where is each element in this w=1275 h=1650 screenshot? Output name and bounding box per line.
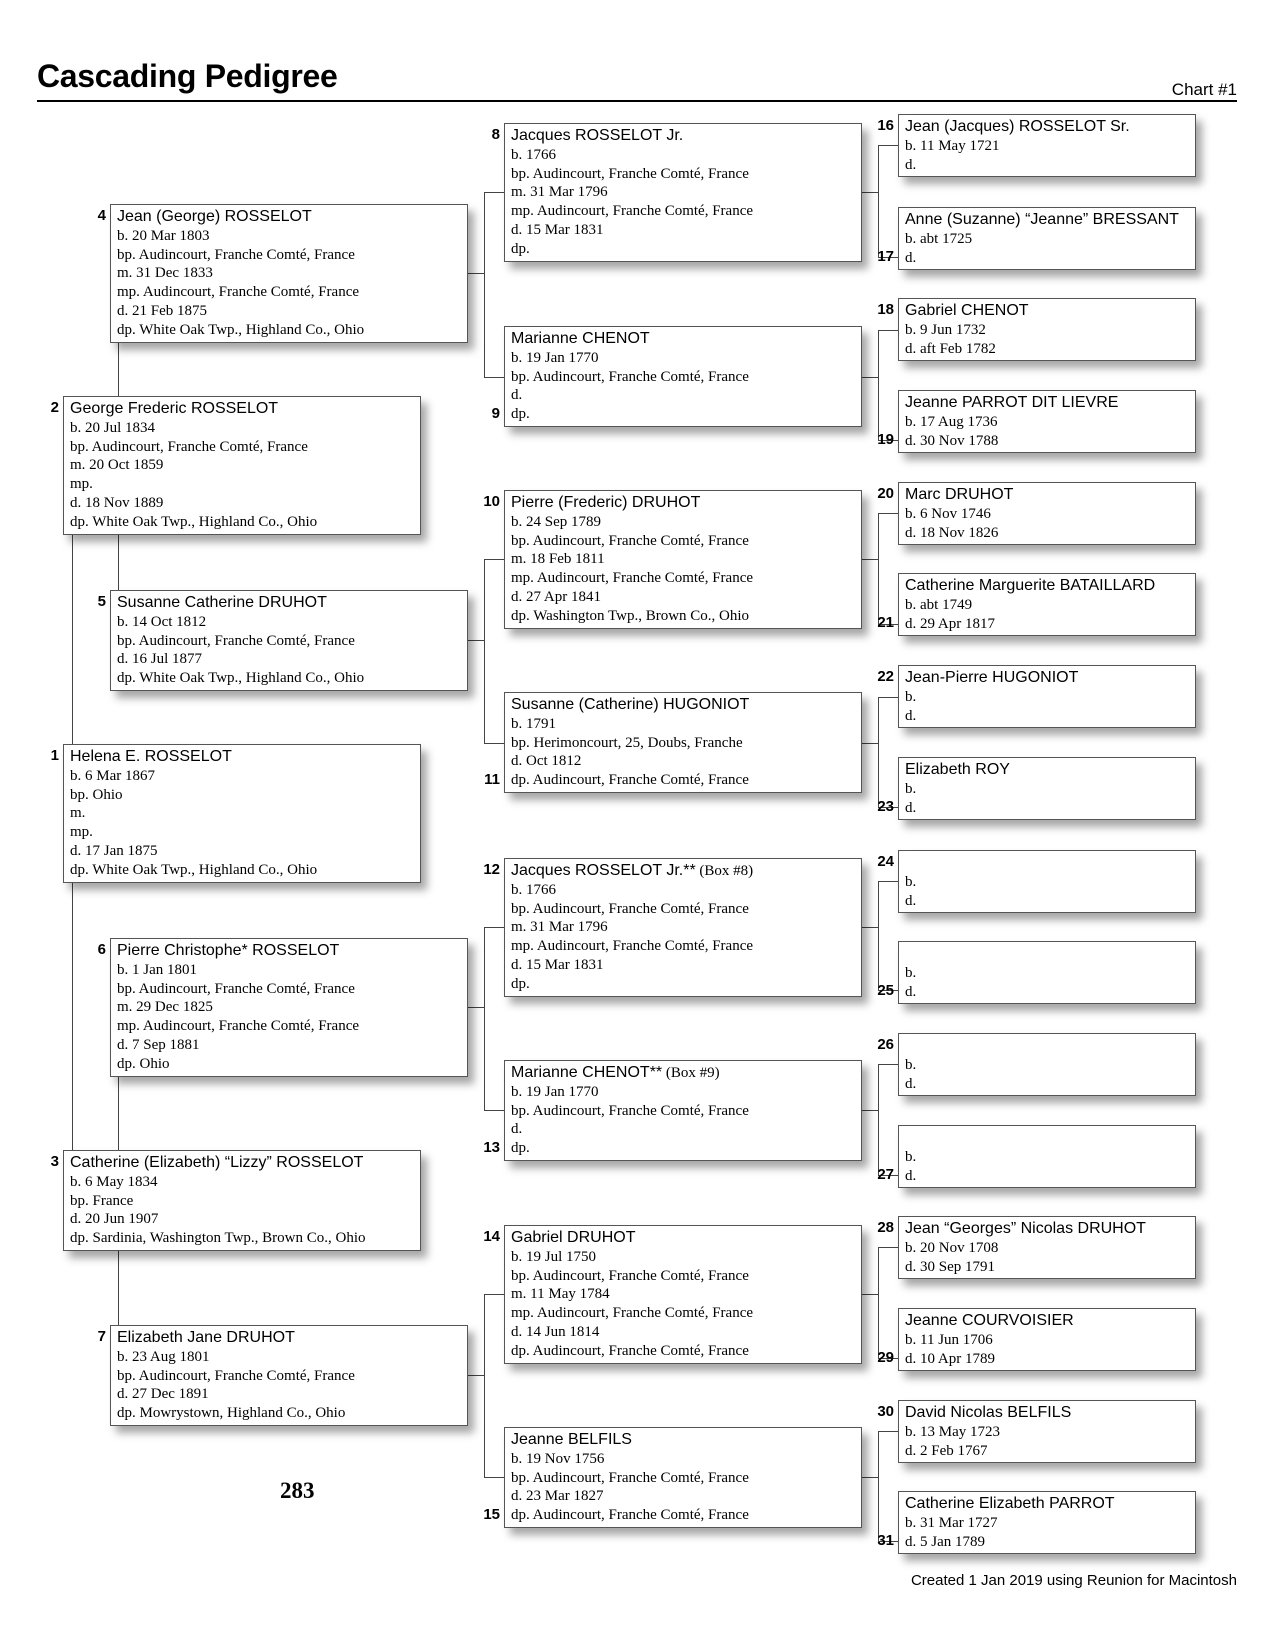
person-fact: d. 27 Apr 1841 xyxy=(511,588,601,605)
person-fact: d. Oct 1812 xyxy=(511,753,582,770)
connector-line xyxy=(484,1294,485,1478)
person-name xyxy=(117,593,461,613)
person-fact: b. xyxy=(905,781,917,797)
person-name-text: Susanne (Catherine) HUGONIOT xyxy=(511,696,750,713)
person-name xyxy=(117,207,461,227)
person-number: 21 xyxy=(877,614,894,631)
person-fact: dp. xyxy=(511,975,530,992)
person-fact: d. 18 Nov 1826 xyxy=(905,524,999,541)
person-fact: m. 31 Mar 1796 xyxy=(511,184,608,201)
person-fact: d. xyxy=(905,799,917,816)
person-fact: d. xyxy=(905,249,917,266)
connector-line xyxy=(862,192,878,193)
person-fact: d. 15 Mar 1831 xyxy=(511,221,604,238)
person-fact: dp. Audincourt, Franche Comté, France xyxy=(511,1342,749,1359)
person-number: 4 xyxy=(97,207,106,224)
person-fact: bp. Audincourt, Franche Comté, France xyxy=(511,165,749,182)
person-box-19[interactable] xyxy=(898,390,1196,453)
person-fact: b. 19 Jan 1770 xyxy=(511,350,599,366)
person-fact: d. xyxy=(905,1075,917,1092)
person-name xyxy=(905,760,1189,780)
person-fact: d. 30 Sep 1791 xyxy=(905,1258,995,1275)
connector-line xyxy=(878,1247,898,1248)
person-box-16[interactable] xyxy=(898,114,1196,177)
connector-line xyxy=(862,927,878,928)
person-name xyxy=(511,1430,855,1450)
person-fact: bp. Audincourt, Franche Comté, France xyxy=(511,1102,749,1119)
person-name-text: Jacques ROSSELOT Jr. xyxy=(511,127,684,144)
person-fact: bp. Herimoncourt, 25, Doubs, Franche xyxy=(511,734,743,751)
person-fact: b. 23 Aug 1801 xyxy=(117,1349,210,1365)
connector-line xyxy=(484,743,504,744)
person-number: 24 xyxy=(877,853,894,870)
person-fact: bp. Audincourt, Franche Comté, France xyxy=(511,900,749,917)
connector-line xyxy=(118,1251,119,1325)
connector-line xyxy=(878,145,898,146)
person-fact: d. 29 Apr 1817 xyxy=(905,615,995,632)
person-box-26[interactable] xyxy=(898,1033,1196,1096)
person-number: 14 xyxy=(483,1228,500,1245)
person-box-3[interactable] xyxy=(63,1150,421,1251)
person-name xyxy=(511,329,855,349)
person-name xyxy=(70,1153,414,1173)
person-number: 9 xyxy=(491,405,500,422)
person-box-27[interactable] xyxy=(898,1125,1196,1188)
person-number: 28 xyxy=(877,1219,894,1236)
person-fact: b. abt 1725 xyxy=(905,231,973,247)
person-fact: b. 19 Nov 1756 xyxy=(511,1451,605,1467)
connector-line xyxy=(118,1077,119,1150)
person-fact: b. xyxy=(905,1149,917,1165)
connector-line xyxy=(878,697,898,698)
person-fact: dp. White Oak Twp., Highland Co., Ohio xyxy=(117,670,365,687)
person-fact: mp. Audincourt, Franche Comté, France xyxy=(511,203,754,220)
person-fact: mp. Audincourt, Franche Comté, France xyxy=(117,284,360,301)
person-name xyxy=(905,944,1189,964)
person-box-28[interactable] xyxy=(898,1216,1196,1279)
person-number: 13 xyxy=(483,1139,500,1156)
person-box-17[interactable] xyxy=(898,207,1196,270)
connector-line xyxy=(468,640,484,641)
person-box-25[interactable] xyxy=(898,941,1196,1004)
person-box-8[interactable] xyxy=(504,123,862,262)
person-fact: bp. Audincourt, Franche Comté, France xyxy=(117,980,355,997)
person-fact: d. 7 Sep 1881 xyxy=(117,1036,200,1053)
page-title: Cascading Pedigree xyxy=(37,58,338,94)
person-name-text: Jean-Pierre HUGONIOT xyxy=(905,669,1079,686)
person-fact: b. 11 May 1721 xyxy=(905,138,1000,154)
person-box-21[interactable] xyxy=(898,573,1196,636)
person-number: 30 xyxy=(877,1403,894,1420)
person-name xyxy=(905,1219,1189,1239)
connector-line xyxy=(878,330,879,441)
person-fact: d. 15 Mar 1831 xyxy=(511,956,604,973)
person-fact: mp. Audincourt, Franche Comté, France xyxy=(511,938,754,955)
connector-line xyxy=(878,1064,879,1176)
person-fact: d. xyxy=(905,707,917,724)
person-fact: dp. Washington Twp., Brown Co., Ohio xyxy=(511,607,750,624)
person-fact: d. 17 Jan 1875 xyxy=(70,842,158,859)
connector-line xyxy=(878,330,898,331)
person-fact: d. 30 Nov 1788 xyxy=(905,432,999,449)
person-fact: b. xyxy=(905,965,917,981)
person-name-text: Marianne CHENOT xyxy=(511,330,650,347)
person-fact: bp. Audincourt, Franche Comté, France xyxy=(117,246,355,263)
connector-line xyxy=(878,881,879,991)
person-fact: b. 9 Jun 1732 xyxy=(905,322,986,338)
person-fact: d. 10 Apr 1789 xyxy=(905,1350,995,1367)
person-fact: m. 11 May 1784 xyxy=(511,1286,610,1303)
connector-line xyxy=(118,535,119,590)
person-fact: dp. White Oak Twp., Highland Co., Ohio xyxy=(117,321,365,338)
person-fact: mp. xyxy=(70,476,93,493)
person-fact: b. 6 May 1834 xyxy=(70,1174,158,1190)
connector-line xyxy=(862,1477,878,1478)
person-fact: bp. Audincourt, Franche Comté, France xyxy=(511,1267,749,1284)
person-name xyxy=(117,941,461,961)
person-box-7[interactable] xyxy=(110,1325,468,1426)
person-number: 6 xyxy=(97,941,106,958)
connector-line xyxy=(862,377,878,378)
connector-line xyxy=(484,927,485,1111)
person-fact: m. 31 Mar 1796 xyxy=(511,919,608,936)
person-box-10[interactable] xyxy=(504,490,862,629)
person-fact: m. 20 Oct 1859 xyxy=(70,457,164,474)
person-box-6[interactable] xyxy=(110,938,468,1077)
person-fact: b. xyxy=(905,1057,917,1073)
connector-line xyxy=(878,881,898,882)
person-fact: b. 31 Mar 1727 xyxy=(905,1515,998,1531)
person-fact: b. abt 1749 xyxy=(905,597,973,613)
person-number: 19 xyxy=(877,431,894,448)
person-name-text: Susanne Catherine DRUHOT xyxy=(117,594,327,611)
connector-line xyxy=(878,1431,879,1542)
person-box-30[interactable] xyxy=(898,1400,1196,1463)
person-name-text: David Nicolas BELFILS xyxy=(905,1404,1072,1421)
person-box-20[interactable] xyxy=(898,482,1196,545)
person-name xyxy=(511,126,855,146)
person-box-4[interactable] xyxy=(110,204,468,343)
person-box-22[interactable] xyxy=(898,665,1196,728)
person-number: 20 xyxy=(877,485,894,502)
person-name xyxy=(905,210,1189,230)
person-box-14[interactable] xyxy=(504,1225,862,1364)
person-box-18[interactable] xyxy=(898,298,1196,361)
person-fact: dp. xyxy=(511,1140,530,1157)
person-box-5[interactable] xyxy=(110,590,468,691)
person-fact: mp. Audincourt, Franche Comté, France xyxy=(117,1018,360,1035)
person-fact: m. 31 Dec 1833 xyxy=(117,265,213,282)
person-name xyxy=(511,1228,855,1248)
person-name-text: Pierre Christophe* ROSSELOT xyxy=(117,942,340,959)
connector-line xyxy=(468,273,484,274)
connector-line xyxy=(862,559,878,560)
person-name xyxy=(511,1063,855,1083)
person-fact: b. 17 Aug 1736 xyxy=(905,414,998,430)
person-name xyxy=(117,1328,461,1348)
connector-line xyxy=(878,513,898,514)
person-fact: b. 1766 xyxy=(511,882,556,898)
person-fact: b. xyxy=(905,689,917,705)
created-note: Created 1 Jan 2019 using Reunion for Macintosh xyxy=(910,1572,1237,1589)
person-name xyxy=(905,1311,1189,1331)
person-name-text: Jeanne PARROT DIT LIEVRE xyxy=(905,394,1119,411)
person-name-text: Elizabeth ROY xyxy=(905,761,1010,778)
person-name xyxy=(905,1403,1189,1423)
person-fact: b. 13 May 1723 xyxy=(905,1424,1000,1440)
person-number: 3 xyxy=(50,1153,59,1170)
person-name-text: Catherine Elizabeth PARROT xyxy=(905,1495,1115,1512)
person-number: 11 xyxy=(484,771,500,788)
person-fact: dp. Audincourt, Franche Comté, France xyxy=(511,772,749,789)
person-fact: dp. White Oak Twp., Highland Co., Ohio xyxy=(70,861,318,878)
person-name xyxy=(905,301,1189,321)
person-number: 31 xyxy=(877,1532,894,1549)
person-number: 5 xyxy=(97,593,106,610)
connector-line xyxy=(484,192,485,378)
person-fact: mp. Audincourt, Franche Comté, France xyxy=(511,1305,754,1322)
person-fact: bp. Ohio xyxy=(70,786,123,803)
connector-line xyxy=(878,513,879,625)
person-fact: d. 14 Jun 1814 xyxy=(511,1323,600,1340)
page-number: 283 xyxy=(280,1478,315,1503)
person-name xyxy=(70,747,414,767)
person-fact: b. 1 Jan 1801 xyxy=(117,962,197,978)
person-name-text: Jean “Georges” Nicolas DRUHOT xyxy=(905,1220,1146,1237)
connector-line xyxy=(484,1110,504,1111)
connector-line xyxy=(878,1431,898,1432)
person-fact: dp. Sardinia, Washington Twp., Brown Co., Ohio xyxy=(70,1230,366,1247)
person-fact: bp. France xyxy=(70,1192,134,1209)
person-box-1[interactable] xyxy=(63,744,421,883)
person-number: 8 xyxy=(491,126,500,143)
person-name-text: George Frederic ROSSELOT xyxy=(70,400,279,417)
connector-line xyxy=(484,559,485,744)
connector-line xyxy=(862,1110,878,1111)
person-fact: d. 18 Nov 1889 xyxy=(70,494,164,511)
person-number: 2 xyxy=(50,399,59,416)
person-fact: d. 27 Dec 1891 xyxy=(117,1386,209,1403)
person-fact: dp. Ohio xyxy=(117,1055,170,1072)
connector-line xyxy=(862,1294,878,1295)
chart-number: Chart #1 xyxy=(1171,80,1237,99)
person-fact: d. xyxy=(905,156,917,173)
connector-line xyxy=(468,1375,484,1376)
person-fact: d. aft Feb 1782 xyxy=(905,340,996,357)
person-name xyxy=(70,399,414,419)
person-name-text: Helena E. ROSSELOT xyxy=(70,748,232,765)
person-number: 23 xyxy=(877,798,894,815)
person-name xyxy=(905,1036,1189,1056)
person-fact: d. 5 Jan 1789 xyxy=(905,1533,985,1550)
connector-line xyxy=(484,192,504,193)
person-name-text: Anne (Suzanne) “Jeanne” BRESSANT xyxy=(905,211,1179,228)
connector-line xyxy=(484,559,504,560)
person-name xyxy=(905,485,1189,505)
person-fact: d. xyxy=(511,387,523,404)
person-box-11[interactable] xyxy=(504,692,862,793)
person-fact: b. 6 Nov 1746 xyxy=(905,506,991,522)
person-fact: d. xyxy=(511,1121,523,1138)
person-fact: b. 19 Jan 1770 xyxy=(511,1084,599,1100)
person-fact: b. 20 Jul 1834 xyxy=(70,420,156,436)
person-fact: d. xyxy=(905,1167,917,1184)
person-fact: m. 18 Feb 1811 xyxy=(511,551,605,568)
person-box-31[interactable] xyxy=(898,1491,1196,1554)
person-number: 25 xyxy=(877,982,894,999)
person-name xyxy=(905,117,1189,137)
person-name xyxy=(905,393,1189,413)
person-box-13[interactable] xyxy=(504,1060,862,1161)
person-fact: b. 1791 xyxy=(511,716,556,732)
person-name xyxy=(511,861,855,881)
person-number: 18 xyxy=(877,301,894,318)
person-number: 17 xyxy=(877,248,894,265)
person-name-text: Gabriel CHENOT xyxy=(905,302,1029,319)
connector-line xyxy=(484,927,504,928)
person-box-29[interactable] xyxy=(898,1308,1196,1371)
person-fact: d. 2 Feb 1767 xyxy=(905,1442,988,1459)
person-fact: b. 6 Mar 1867 xyxy=(70,768,155,784)
person-fact: m. 29 Dec 1825 xyxy=(117,999,213,1016)
person-name xyxy=(905,668,1189,688)
person-number: 15 xyxy=(483,1506,500,1523)
person-fact: b. 20 Mar 1803 xyxy=(117,228,210,244)
person-name-text: Marianne CHENOT** xyxy=(511,1064,663,1081)
connector-line xyxy=(862,743,878,744)
person-fact: dp. Mowrystown, Highland Co., Ohio xyxy=(117,1405,346,1422)
person-fact: b. 1766 xyxy=(511,147,556,163)
person-fact: b. 14 Oct 1812 xyxy=(117,614,207,630)
person-number: 26 xyxy=(877,1036,894,1053)
person-name-text: Jeanne COURVOISIER xyxy=(905,1312,1074,1329)
person-fact: dp. White Oak Twp., Highland Co., Ohio xyxy=(70,513,318,530)
connector-line xyxy=(118,343,119,396)
connector-line xyxy=(484,377,504,378)
person-box-15[interactable] xyxy=(504,1427,862,1528)
person-name xyxy=(905,1494,1189,1514)
person-box-2[interactable] xyxy=(63,396,421,535)
person-name-text: Jeanne BELFILS xyxy=(511,1431,632,1448)
person-fact: m. xyxy=(70,805,86,822)
connector-line xyxy=(878,1064,898,1065)
person-box-12[interactable] xyxy=(504,858,862,997)
person-name-text: Gabriel DRUHOT xyxy=(511,1229,636,1246)
title-rule xyxy=(37,100,1237,102)
person-fact: b. 24 Sep 1789 xyxy=(511,514,601,530)
person-name xyxy=(905,853,1189,873)
person-fact: mp. xyxy=(70,824,93,841)
connector-line xyxy=(878,697,879,808)
connector-line xyxy=(468,1007,484,1008)
person-name-text: Marc DRUHOT xyxy=(905,486,1014,503)
connector-line xyxy=(484,1477,504,1478)
person-fact: b. 20 Nov 1708 xyxy=(905,1240,999,1256)
person-fact: bp. Audincourt, Franche Comté, France xyxy=(511,368,749,385)
person-fact: b. xyxy=(905,874,917,890)
person-name xyxy=(511,493,855,513)
person-name xyxy=(511,695,855,715)
person-fact: bp. Audincourt, Franche Comté, France xyxy=(70,438,308,455)
person-name xyxy=(905,576,1189,596)
person-number: 1 xyxy=(50,747,59,764)
person-name-text: Catherine (Elizabeth) “Lizzy” ROSSELOT xyxy=(70,1154,364,1171)
person-fact: bp. Audincourt, Franche Comté, France xyxy=(511,532,749,549)
person-name-text: Jean (Jacques) ROSSELOT Sr. xyxy=(905,118,1130,135)
connector-line xyxy=(878,145,879,258)
person-fact: d. 16 Jul 1877 xyxy=(117,651,203,668)
person-fact: b. 19 Jul 1750 xyxy=(511,1249,597,1265)
person-fact: bp. Audincourt, Franche Comté, France xyxy=(511,1469,749,1486)
person-number: 22 xyxy=(877,668,894,685)
person-box-23[interactable] xyxy=(898,757,1196,820)
person-box-24[interactable] xyxy=(898,850,1196,913)
person-name-text: Jean (George) ROSSELOT xyxy=(117,208,312,225)
person-fact: bp. Audincourt, Franche Comté, France xyxy=(117,632,355,649)
person-number: 27 xyxy=(877,1166,894,1183)
person-fact: d. 20 Jun 1907 xyxy=(70,1211,159,1228)
person-fact: d. 21 Feb 1875 xyxy=(117,302,207,319)
person-name-text: Elizabeth Jane DRUHOT xyxy=(117,1329,295,1346)
person-fact: mp. Audincourt, Franche Comté, France xyxy=(511,570,754,587)
person-name-text: Pierre (Frederic) DRUHOT xyxy=(511,494,701,511)
person-number: 10 xyxy=(483,493,500,510)
person-number: 29 xyxy=(877,1349,894,1366)
person-box-9[interactable] xyxy=(504,326,862,427)
person-name-text: Catherine Marguerite BATAILLARD xyxy=(905,577,1156,594)
person-name xyxy=(905,1128,1189,1148)
person-fact: d. xyxy=(905,892,917,909)
person-fact: bp. Audincourt, Franche Comté, France xyxy=(117,1367,355,1384)
person-number: 16 xyxy=(877,117,894,134)
box-reference: (Box #9) xyxy=(662,1065,720,1081)
person-fact: dp. xyxy=(511,406,530,423)
person-fact: dp. Audincourt, Franche Comté, France xyxy=(511,1507,749,1524)
person-number: 7 xyxy=(97,1328,106,1345)
person-fact: b. 11 Jun 1706 xyxy=(905,1332,993,1348)
person-fact: d. xyxy=(905,983,917,1000)
person-fact: d. 23 Mar 1827 xyxy=(511,1488,604,1505)
person-name-text: Jacques ROSSELOT Jr.** xyxy=(511,862,696,879)
person-number: 12 xyxy=(483,861,500,878)
connector-line xyxy=(484,1294,504,1295)
connector-line xyxy=(878,1247,879,1359)
box-reference: (Box #8) xyxy=(695,863,754,879)
person-fact: dp. xyxy=(511,240,530,257)
